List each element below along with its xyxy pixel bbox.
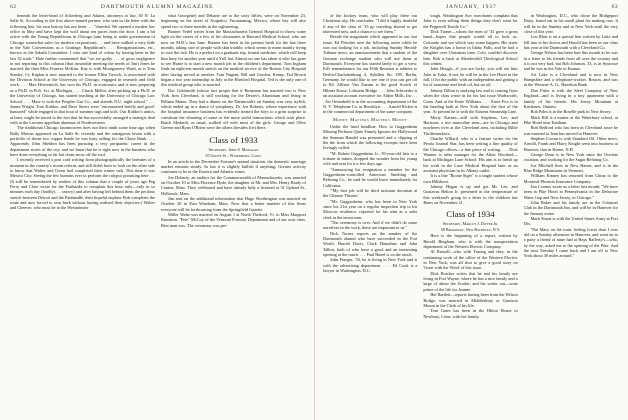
right-running-title: JANUARY, 1937 bbox=[445, 4, 497, 10]
paragraph: "M. Robert Guggenheim Jr., 39-year-old heir to a fortune in mines, dropped the wonder from his young wife and sent for it a few days ago. bbox=[323, 150, 418, 167]
paragraph: "Mr. Guggenheim, who has been in New York since his 21st year on a regular inspection trip to his Moscow residence, reported for his stint as a sales clerk in the newsroom. bbox=[323, 198, 418, 220]
paragraph: I recently received a post card writing from photographically the hrrmites of a moment in the country's recent reform, and still didn't have to look on the other side to know that Walter and Gwen had completed their winter trek. This time it was Mexico City. Seeing the few humans ever to perform the calypso portaiting here . . . (It will be remembered by readers of this column that a couple of years ago Peg Ferry and Clare wrote for the Fairbanks to complain this hour only—only in so minutes each day (hardly). . . snowy) and after having left behind them the perilous stretch between Detroit and the Panhandle, their hopeful nephew Bob completes the route and now forced to own back without having realized their objective.) Walter and Cheever, who must be in the Westminster bbox=[10, 157, 155, 211]
right-page-columns bbox=[323, 13, 618, 417]
paragraph: Under the lurid headline, How to Guggenheim Missing Perfume Quite Famrly Ignores for Hollywood the Seaman Handel was presented and a clipping of the the from which the following excerpts have been lovingly culled. bbox=[323, 123, 418, 151]
paragraph: Mark Stuart is with the United States Army at Fort Dix. bbox=[523, 216, 618, 227]
secretary-line: Secretary, John S. Monagan bbox=[208, 146, 259, 152]
paragraph: Mark Hill is a master at the Waterbury school, at Pike Hotel near Eastham. bbox=[523, 114, 618, 125]
paragraph: In an article in the December Fortune's annual situation, the domestic marriage market remains steady. In last it is slightly bullish if anything; Greater activity continues to be in the Eastern and Atlantic zones. bbox=[161, 158, 306, 175]
paragraph: Dick Bowker writes that he and his family are living in Fort Wayne, where he has a nice family and a large of about the Scarlet; and his writer out—wine prime of the life for Jeanne. bbox=[423, 270, 518, 292]
text-column bbox=[161, 13, 306, 417]
paragraph: Lou Blair is on a special line written by Luke and fell into to his doctor and Harold has been in our class last year at the Dartmouth with a Cleveland Co. bbox=[523, 34, 618, 51]
paragraph: Bartner Vedel writes from the Massachusetts General Hospital to throw some light on the career of a few of his classmates at Harvard Medical School, who are now on M.D.'s last June. Bartner has been in his present berth for the last three months, taking care of people with skin trouble, which seems to mean mainly trying to cure the itch. He is a prefect on a graduate trip, formal medicine, which will keep him busy for another year until a Yall. but Almost no one has taken it who has gone to see Hume is to start a new month job in the children's department. Tom Ingham finds an eight-ten-month stretch on the medical service of the Boston City Hospital after having served at another. Tom Nugent, Bill and Gordon, Kenny, Ted Brown began a two year internship in July at the Hartford Hospital. Ted is the only one of this medical group who is married. bbox=[161, 29, 306, 88]
paragraph: beneath the letter-head of Ackerberg and Adams, attorneys at law, 30 N. La Salle St. According to the first above-named partner, who sent us the letter with the following line, his own history has not been . . . "cheerful. We opened a modest law office in May and have kept the wolf about ten paces from the door. I am a bit active with the Young Republicans in Chicago (aim being to make government of Chicago somewhat safer for modern corporation). . . and have walked a very little in the Yale Conventions as a Gratinge, Republican's . . . Reorganizations, etc., known as the Sabath Committee. I vote one kind of colour by having been in the last 32 trials." Hale further commented that "we are guilty . . . of gross negligence in not reporting to this column (that invariable meeting the needs of Jim) Jones be married the then Miss Frances McKim. Kay is with Montgomery Ward, as is Tom Stanley. Cy Kaplan is now married to the former Ellen Tuvock, is associated with the Division School at the University of Chicago, engaged in research and field work. . . . Max Heavenrich, has won his Ph.D. in economics and is now preparing as a Ph.D. in Poli. Sci. at Michigan. . . . Chuck Mellor, after picking up a Ph.D. at the University of Chicago, has started teaching at the University of Chicago Law School. . . . Mase is with the Peoples Gas Co., and attends N.U. night school." . . . James Wright, Tom Kiddoo, and Dave Steers were "encountered briefly and good-humored" while engaged in that bout of summer tugs and toils. Our Kiddoo's antics, at least, might be traced to the fact that he has successfully arranged a strategic deal with at the Lucerne appellate alumnus of Northwestern. bbox=[10, 13, 155, 125]
paragraph: Jim sent on the additional information that Hugo Worthington was married on October 20 in East Wareham, Mass. Now that a better number of this Sears everyone will be forthcoming from the Springfield Gazette. bbox=[161, 195, 306, 212]
paragraph: tough. Washington Ave. merchants complain that John is even selling them things they don't want for the Pepperell Textile Co." bbox=[423, 13, 518, 29]
paragraph: Beside the magnitude which appeared in our last issue, Ed Fletcher sent the following notes while he was out looking for a job, including Sunday Herald-Tribune news, an announcement that a student of the German exchange student who will use them at Dartmouth. Everyone has started lately to get a view. Ed's remembrance for our Fifth Reunion is address to Berlin-Charlottenburg 4, Sybillen Str. 189, Berlin, Germany. he would like to see one if you can get off to Ed. Allister Van Zuzum is the good Scotch of Hilmer Kruse, Lobstein Bridge. . . . John Schroeder is an assistant account executive for Aldon Mills, Inc. . . . Art Oesterheld is in the accounting department of the N. Y. Telephone Co. in Brooklyn. . . . Arnold Ricker is in the commercial department of the same company. bbox=[323, 34, 418, 115]
paragraph: William Kinney has returned from China to the Montreal-Phoenix Insurance Company. bbox=[523, 173, 618, 184]
paragraph: in Washington, D.C., who chose the Bridgeport Dairy, found out in his small plant for making cars. It will be in the Sunday and in New York until the very close of this year. bbox=[523, 13, 618, 35]
paragraph: Jim Loomis wrote us a letter last month: "We have been in Pike Hotel in Pennsylvania in the Delaware Water Gap and New Jersey, in Chicago." bbox=[523, 184, 618, 200]
text-column bbox=[10, 13, 155, 417]
paragraph: Bob Redford who has been in Cleveland since he was married to Jean has moved to Hanover. bbox=[523, 125, 618, 136]
paragraph: Bob Palm is in the Roselle park in New Jersey. bbox=[530, 109, 612, 115]
paragraph: what Georgette) and Debarie are to the sixty fifties, were on November 23, beginning on the street of Acapulco, Yucatauning, Mexico, where hey will also spend two or three months in the sightseeing. bbox=[161, 13, 306, 29]
class-heading: Class of 1933 bbox=[209, 134, 258, 145]
paragraph: Here is the beginning of a report, written by Harold Bingham, who is with the transportation department of the Western Electric Company. bbox=[423, 233, 518, 250]
paragraph: John Baker and his family are in the Cohasset Club in the Dartmouth Inn, and will be in Hanover for the January event. bbox=[523, 200, 618, 216]
paragraph: Al Russell—who with Truong and they, in the continuing work of the office of the Western Electric in New York, was all shot to give a good story on 'Gone with the Wind' of this issue. bbox=[423, 249, 518, 271]
paragraph: George Nelson has been hurt this month as he was in a letter to his friends from all over the country and it is not very bad, but Bob Johnson, 33, is in Syracuse and he was in the Yale in Kansas. bbox=[523, 50, 618, 72]
paragraph: John Hough—if you are lucky, you will see him John in Tulsa, if not, he will be in the Lee Hotel in the fall, if for the public with an independent and getting a lot of nonsense and fresh oil, but no oil. bbox=[423, 66, 518, 88]
secretary-line: 55 Grove St., Waterbury, Conn. bbox=[205, 152, 262, 158]
left-page-columns bbox=[10, 13, 306, 417]
paragraph: Miller Waltz was married on August 1 at North Thetford, Vt. to Miss Margaret Kinnison. "Pete" McCoy of the Vermont Forestry Department and of our own class. Best man was. The ceremony was per- bbox=[161, 212, 306, 228]
paragraph: Joe Mitchell lives in New Haven, and is in the Blue Ridge Mountains in Vermont. bbox=[523, 162, 618, 173]
paragraph: Dan Fiske is with the Steel Company of New England—and is living in a tiny apartment with a family of his friends. His Jersey Mountain at Kitchener, Ontario. bbox=[523, 87, 618, 109]
paragraph: Charlie Willard, who is a feature writer for the Peoria Journal Star, has been writing a fine quality of the Chicago offices—a fine piece of writing. . . . Dick Wanner is sales manager for the Alton Woodard—back at Michigan Lane School. His aim is to finish up his work in the Luxe Medical Hospital later as an assistant physician in its Albany outlet. bbox=[423, 135, 518, 173]
paragraph: "Put Mary on the train, feeling lower than I ever did on a Sunday afternoon in Hanover, and went on to a party a friend of mine had at Hays Rafferty's—who, by the way, asked me to the opening of the Pike. And the next Tuesday I came back and I am off to New York about 30 miles around." bbox=[523, 226, 618, 259]
right-page-number: 63 bbox=[611, 4, 618, 10]
secretary-line: Secretary, Marcus J. Dwyer Jr. bbox=[442, 221, 499, 227]
paragraph: It is a fine "Boone Siger" is a single student whose own Hillsboro. bbox=[423, 173, 518, 184]
paragraph: John Praeger, '33, he is living in New York and is with the advertising department. . . . Ed Cook is a lawyer in Washington, D.C. bbox=[323, 257, 418, 274]
paragraph: Dick Turner reports on the number of the Dartmouth alumni who have succeeded in the Fort Worth. Harold Davis, Clark Hanrahan and John Talbot, both of who have a good and an interesting opening at the ranch. . . . Paul Hazel is on the ranch. bbox=[323, 230, 418, 258]
paragraph: of the hockey team, who will play there our Christmas trip. He concludes: "I did it highly doubtful if any of the class of '33 go traveling abroad to get interested now, and a chance to see them." bbox=[323, 13, 418, 35]
paragraph: "Announcing his resignation a member for the Guggenheim-controlled American Smelting and Refining Co., he said he would leave immediately for California. bbox=[323, 166, 418, 188]
text-column bbox=[423, 13, 517, 417]
right-page-header bbox=[323, 4, 618, 13]
secretary-line: 58 Broadway, New Rochelle, N.Y. bbox=[440, 227, 501, 233]
paragraph: The traditional Chicago lawnmowers does not their ninth some time ago when Bally Marcus appeared on La Salle St. recently and the outrageous lawns with a portfolio of about two copper bonds he was busy selling for the Chase Bank. . . . Apparently John Sheldon has been pursuing a very peripatetic career in the department stores of the city, and we learn that he is right now in the business who have done everything so far but clean snow off the roof. bbox=[10, 125, 155, 157]
paragraph: Stephen Cowan is with Standard Oil. Other news: Arnold, Frank and Harry Knight went into business at Hanover, that in Keene, N.H. bbox=[523, 135, 618, 152]
right-page bbox=[314, 0, 628, 420]
paragraph: Johnny Hogan is up and got Mr. Lee, and Gustavus Belton Jr. presented in the temperature of this weekend's group in a letter to the children last Bates on November 21. bbox=[423, 184, 518, 206]
class-heading: Class of 1934 bbox=[446, 209, 495, 220]
paragraph: Morty Karnes—still with Stephens, Lee, and Harrison, a trio masculine men—are in Chicago and nowheres over at the Cleveland area, including Billie Thriftmeadows. bbox=[423, 114, 518, 136]
paragraph: Johnny Dillon is studying law and is coming Gym when the class wrote in for his last issue Wadsworth, Conn. And at the Ernie Williams. . . . Ernie Fox is in the heading both at New York about the first of the year. At present he is with the Eastern Steamship Line. bbox=[423, 87, 518, 115]
paragraph: Hal Bartlett—reports having been from the Wilson Bridge, was married in Middlesbury or Garrison Mount in the Clerk of his life. bbox=[423, 292, 518, 308]
paragraph: Tom Gates has been in the Hilton House in Newbury, Conn. with his family. bbox=[423, 308, 518, 319]
left-running-title: DARTMOUTH ALUMNI MAGAZINE bbox=[100, 4, 214, 10]
paragraph: Art Lake is a Cleveland and is now in New Hampshire and a telephone-worker. Boston, and was in the Western-A. G., Hazelton Bank. bbox=[523, 71, 618, 88]
section-heading: Money Matters Matters Money bbox=[333, 116, 408, 122]
left-page-number: 62 bbox=[10, 4, 17, 10]
left-page-header bbox=[10, 4, 306, 13]
text-column bbox=[524, 13, 618, 417]
paragraph: "'My first job will be third assistant doorman at the Chinese Theater.' bbox=[323, 188, 418, 199]
paragraph: Dick Turner—whom the men of '33 gave a great hand—hopes that people would all to look us. Colorado and see which way some happen. His sister the Knights has a home in Idaho Falls, and he had a daughter over Christmas time, Colo. couldn't discover him. Bob is back at Meadowhill Theological School this winter. bbox=[423, 29, 518, 67]
paragraph: Doc Goldsmith (whose fact proper that if Bonzman has married two is New York firm Cleveland, is still working for the Dexter's Aluminum and living in Pelham Manor. They had a dinner on the Dartmouth's on Sunday was very stylish, which ended up in a dance of symphony. Dr. Joe Roberts, whose experience with the hospital insurance business has evidently treated the boys to a grim surprise to constitute the vibrating of some or the more stolid transactions which took place. Butch Medardi, as usual, walked off with most of the girls. George and Olive Greene and Ryan O'Brien were the others (besides Joe) there. bbox=[161, 87, 306, 131]
text-column bbox=[323, 13, 417, 417]
paragraph: George Dean is in New York since the October vacation, and working for the Sugar Refining Co. bbox=[523, 151, 618, 163]
paragraph: "The ceremony is over. And if we didn't do some ourselves in the work, these are important to us." bbox=[323, 220, 418, 231]
paragraph: Joe Doherty, an auditor for the Commonwealth of Massachusetts, was married on October 10 to Miss Florence Hyde, the daughter of Mr. and Mrs. Henry Brady of Canton, Mass. They celebrated and have already fully a licensed at 31 Upland St., Holbrook, Mass. bbox=[161, 174, 306, 196]
